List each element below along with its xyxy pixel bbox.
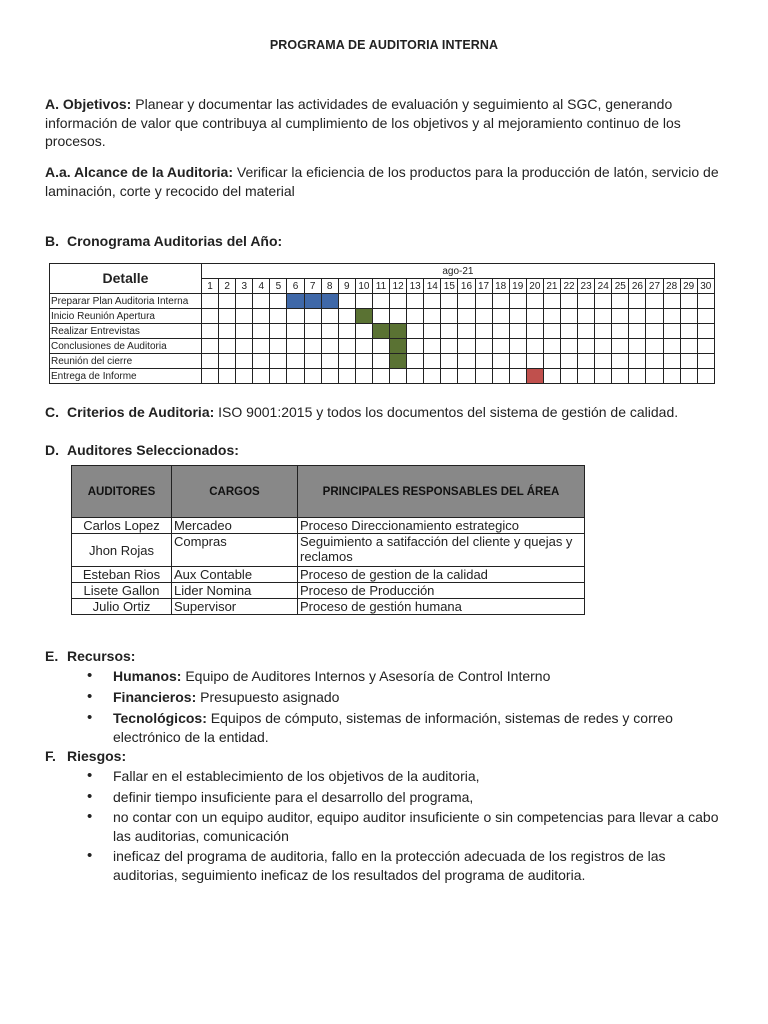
schedule-cell bbox=[680, 339, 697, 354]
month-header: ago-21 bbox=[202, 264, 715, 279]
auditors-header: AUDITORES bbox=[72, 466, 172, 518]
schedule-cell bbox=[407, 339, 424, 354]
schedule-cell bbox=[355, 339, 372, 354]
auditores-title: Auditores Seleccionados: bbox=[67, 442, 239, 458]
auditor-area: Proceso de gestion de la calidad bbox=[298, 567, 585, 583]
schedule-cell bbox=[492, 324, 509, 339]
schedule-cell bbox=[304, 339, 321, 354]
day-header: 24 bbox=[595, 279, 612, 294]
list-item: • definir tiempo insuficiente para el desarrollo del programa, bbox=[87, 788, 727, 807]
schedule-cell bbox=[509, 294, 526, 309]
day-header: 22 bbox=[560, 279, 577, 294]
schedule-cell bbox=[680, 324, 697, 339]
recursos-list bbox=[87, 667, 727, 746]
schedule-cell bbox=[646, 339, 663, 354]
riesgos-heading bbox=[45, 747, 126, 766]
criterios-label: Criterios de Auditoria: bbox=[67, 404, 215, 420]
day-header: 7 bbox=[304, 279, 321, 294]
schedule-cell bbox=[560, 354, 577, 369]
schedule-cell bbox=[697, 324, 714, 339]
schedule-cell bbox=[697, 294, 714, 309]
day-header: 29 bbox=[680, 279, 697, 294]
day-header: 4 bbox=[253, 279, 270, 294]
schedule-cell bbox=[253, 339, 270, 354]
task-name: Conclusiones de Auditoria bbox=[50, 339, 202, 354]
schedule-cell bbox=[612, 309, 629, 324]
schedule-cell bbox=[424, 294, 441, 309]
criterios-text: ISO 9001:2015 y todos los documentos del sistema de gestión de calidad. bbox=[218, 404, 679, 420]
schedule-cell bbox=[680, 294, 697, 309]
schedule-cell bbox=[680, 354, 697, 369]
schedule-cell bbox=[424, 369, 441, 384]
day-header: 3 bbox=[236, 279, 253, 294]
schedule-cell bbox=[526, 354, 543, 369]
schedule-cell bbox=[424, 324, 441, 339]
schedule-cell bbox=[458, 324, 475, 339]
schedule-cell bbox=[578, 354, 595, 369]
table-row bbox=[72, 583, 585, 599]
schedule-cell bbox=[372, 354, 389, 369]
list-item bbox=[87, 688, 727, 707]
schedule-cell bbox=[338, 354, 355, 369]
schedule-cell bbox=[441, 369, 458, 384]
schedule-cell bbox=[543, 369, 560, 384]
schedule-cell bbox=[253, 294, 270, 309]
schedule-row bbox=[50, 369, 715, 384]
criterios-section bbox=[45, 403, 725, 422]
schedule-cell bbox=[270, 309, 287, 324]
auditor-position: Supervisor bbox=[172, 599, 298, 615]
task-name: Reunión del cierre bbox=[50, 354, 202, 369]
day-header: 19 bbox=[509, 279, 526, 294]
schedule-cell bbox=[458, 294, 475, 309]
day-header: 20 bbox=[526, 279, 543, 294]
objetivos-section bbox=[45, 95, 725, 151]
schedule-cell bbox=[492, 309, 509, 324]
schedule-cell bbox=[697, 354, 714, 369]
schedule-cell bbox=[338, 309, 355, 324]
schedule-bar-cell bbox=[390, 324, 407, 339]
schedule-cell bbox=[697, 309, 714, 324]
schedule-cell bbox=[697, 369, 714, 384]
schedule-cell bbox=[475, 354, 492, 369]
day-header: 27 bbox=[646, 279, 663, 294]
schedule-cell bbox=[646, 354, 663, 369]
day-header: 23 bbox=[578, 279, 595, 294]
schedule-cell bbox=[355, 369, 372, 384]
schedule-cell bbox=[236, 339, 253, 354]
schedule-cell bbox=[595, 294, 612, 309]
schedule-cell bbox=[612, 369, 629, 384]
riesgos-title: Riesgos: bbox=[67, 748, 127, 764]
schedule-cell bbox=[475, 369, 492, 384]
task-name: Preparar Plan Auditoria Interna bbox=[50, 294, 202, 309]
schedule-cell bbox=[338, 294, 355, 309]
schedule-cell bbox=[321, 369, 338, 384]
auditor-name: Carlos Lopez bbox=[72, 518, 172, 534]
schedule-cell bbox=[475, 324, 492, 339]
auditor-name: Julio Ortiz bbox=[72, 599, 172, 615]
schedule-cell bbox=[321, 339, 338, 354]
schedule-cell bbox=[270, 369, 287, 384]
schedule-cell bbox=[202, 339, 219, 354]
day-header: 5 bbox=[270, 279, 287, 294]
schedule-cell bbox=[458, 354, 475, 369]
schedule-cell bbox=[202, 309, 219, 324]
schedule-cell bbox=[219, 294, 236, 309]
schedule-cell bbox=[441, 354, 458, 369]
day-header: 18 bbox=[492, 279, 509, 294]
schedule-row bbox=[50, 339, 715, 354]
schedule-cell bbox=[560, 294, 577, 309]
schedule-cell bbox=[219, 339, 236, 354]
schedule-cell bbox=[424, 309, 441, 324]
schedule-cell bbox=[475, 294, 492, 309]
list-item: • no contar con un equipo auditor, equipo auditor insuficiente o sin competencias para llevar a cabo las auditorias, comunicación bbox=[87, 808, 727, 845]
day-header: 25 bbox=[612, 279, 629, 294]
schedule-row bbox=[50, 354, 715, 369]
schedule-cell bbox=[270, 339, 287, 354]
day-header: 12 bbox=[390, 279, 407, 294]
schedule-cell bbox=[492, 294, 509, 309]
schedule-cell bbox=[543, 354, 560, 369]
schedule-cell bbox=[287, 309, 304, 324]
table-row bbox=[72, 518, 585, 534]
schedule-cell bbox=[270, 294, 287, 309]
schedule-cell bbox=[407, 369, 424, 384]
resource-label: Tecnológicos: bbox=[113, 710, 207, 726]
day-header: 2 bbox=[219, 279, 236, 294]
schedule-cell bbox=[287, 339, 304, 354]
detail-header: Detalle bbox=[50, 264, 202, 294]
schedule-cell bbox=[338, 339, 355, 354]
resource-text: Equipo de Auditores Internos y Asesoría de Control Interno bbox=[185, 668, 551, 684]
schedule-cell bbox=[441, 294, 458, 309]
schedule-cell bbox=[646, 369, 663, 384]
riesgos-list bbox=[87, 767, 727, 884]
task-name: Realizar Entrevistas bbox=[50, 324, 202, 339]
schedule-cell bbox=[475, 309, 492, 324]
table-row bbox=[72, 534, 585, 567]
schedule-cell bbox=[441, 339, 458, 354]
schedule-cell bbox=[407, 294, 424, 309]
resource-text: Presupuesto asignado bbox=[200, 688, 340, 705]
schedule-table bbox=[49, 263, 715, 384]
schedule-cell bbox=[236, 369, 253, 384]
recursos-letter: E. bbox=[45, 648, 59, 664]
schedule-cell bbox=[236, 324, 253, 339]
schedule-cell bbox=[663, 369, 680, 384]
schedule-cell bbox=[390, 369, 407, 384]
day-header: 13 bbox=[407, 279, 424, 294]
schedule-cell bbox=[526, 309, 543, 324]
schedule-cell bbox=[372, 309, 389, 324]
schedule-cell bbox=[629, 354, 646, 369]
auditor-area: Proceso de Producción bbox=[298, 583, 585, 599]
schedule-cell bbox=[372, 294, 389, 309]
schedule-cell bbox=[595, 369, 612, 384]
alcance-text: Verificar la eficiencia de los productos para la producción de latón, servicio de laminación, corte y recocido del material bbox=[45, 164, 719, 199]
schedule-cell bbox=[680, 309, 697, 324]
auditor-position: Aux Contable bbox=[172, 567, 298, 583]
schedule-bar-cell bbox=[526, 369, 543, 384]
schedule-cell bbox=[543, 309, 560, 324]
day-header: 9 bbox=[338, 279, 355, 294]
schedule-cell bbox=[287, 369, 304, 384]
schedule-cell bbox=[355, 354, 372, 369]
schedule-cell bbox=[372, 369, 389, 384]
schedule-cell bbox=[595, 324, 612, 339]
schedule-cell bbox=[321, 309, 338, 324]
day-header: 11 bbox=[372, 279, 389, 294]
document-title: PROGRAMA DE AUDITORIA INTERNA bbox=[269, 38, 499, 52]
schedule-cell bbox=[338, 369, 355, 384]
schedule-cell bbox=[304, 309, 321, 324]
auditor-area: Proceso de gestión humana bbox=[298, 599, 585, 615]
resource-label: Financieros: bbox=[113, 688, 197, 705]
schedule-cell bbox=[578, 339, 595, 354]
schedule-cell bbox=[441, 324, 458, 339]
schedule-cell bbox=[202, 324, 219, 339]
riesgos-letter: F. bbox=[45, 748, 56, 764]
schedule-cell bbox=[612, 339, 629, 354]
schedule-cell bbox=[372, 339, 389, 354]
schedule-cell bbox=[629, 369, 646, 384]
day-header: 30 bbox=[697, 279, 714, 294]
schedule-cell bbox=[304, 324, 321, 339]
cronograma-title: Cronograma Auditorias del Año: bbox=[67, 233, 283, 249]
schedule-cell bbox=[236, 309, 253, 324]
objetivos-label: A. Objetivos: bbox=[45, 96, 132, 112]
auditor-position: Lider Nomina bbox=[172, 583, 298, 599]
schedule-cell bbox=[253, 369, 270, 384]
schedule-cell bbox=[475, 339, 492, 354]
day-header: 10 bbox=[355, 279, 372, 294]
schedule-cell bbox=[407, 324, 424, 339]
recursos-heading bbox=[45, 647, 135, 666]
auditor-name: Esteban Rios bbox=[72, 567, 172, 583]
schedule-cell bbox=[287, 354, 304, 369]
schedule-cell bbox=[646, 324, 663, 339]
schedule-cell bbox=[441, 309, 458, 324]
schedule-cell bbox=[424, 354, 441, 369]
schedule-bar-cell bbox=[355, 309, 372, 324]
schedule-cell bbox=[526, 324, 543, 339]
schedule-bar-cell bbox=[390, 354, 407, 369]
schedule-cell bbox=[578, 309, 595, 324]
schedule-cell bbox=[646, 309, 663, 324]
schedule-bar-cell bbox=[321, 294, 338, 309]
schedule-cell bbox=[202, 369, 219, 384]
schedule-cell bbox=[543, 294, 560, 309]
schedule-cell bbox=[595, 339, 612, 354]
schedule-cell bbox=[595, 354, 612, 369]
schedule-cell bbox=[663, 339, 680, 354]
table-row bbox=[72, 599, 585, 615]
schedule-cell bbox=[509, 369, 526, 384]
objetivos-text: Planear y documentar las actividades de evaluación y seguimiento al SGC, generando información de valor que contribuya al cumplimiento de los objetivos y al mejoramiento continuo de los procesos. bbox=[45, 96, 681, 149]
list-item: • ineficaz del programa de auditoria, fallo en la protección adecuada de los registros de las auditorias, seguimiento ineficaz de los resultados del programa de auditoria. bbox=[87, 847, 727, 884]
schedule-cell bbox=[543, 324, 560, 339]
schedule-cell bbox=[355, 294, 372, 309]
schedule-cell bbox=[595, 309, 612, 324]
schedule-cell bbox=[680, 369, 697, 384]
schedule-cell bbox=[492, 354, 509, 369]
recursos-title: Recursos: bbox=[67, 648, 136, 664]
schedule-cell bbox=[321, 324, 338, 339]
schedule-cell bbox=[236, 354, 253, 369]
schedule-cell bbox=[578, 294, 595, 309]
schedule-cell bbox=[560, 324, 577, 339]
list-item: • Fallar en el establecimiento de los objetivos de la auditoria, bbox=[87, 767, 727, 786]
day-header: 8 bbox=[321, 279, 338, 294]
day-header: 6 bbox=[287, 279, 304, 294]
schedule-cell bbox=[509, 354, 526, 369]
list-item bbox=[87, 709, 727, 746]
cronograma-heading bbox=[45, 232, 282, 251]
schedule-cell bbox=[287, 324, 304, 339]
table-row bbox=[72, 567, 585, 583]
schedule-cell bbox=[407, 309, 424, 324]
auditor-area: Seguimiento a satifacción del cliente y quejas y reclamos bbox=[298, 534, 585, 567]
schedule-cell bbox=[560, 369, 577, 384]
schedule-cell bbox=[304, 354, 321, 369]
schedule-cell bbox=[253, 309, 270, 324]
schedule-cell bbox=[492, 369, 509, 384]
cronograma-letter: B. bbox=[45, 233, 59, 249]
day-header: 16 bbox=[458, 279, 475, 294]
schedule-cell bbox=[253, 354, 270, 369]
schedule-cell bbox=[663, 309, 680, 324]
schedule-cell bbox=[629, 339, 646, 354]
schedule-bar-cell bbox=[287, 294, 304, 309]
auditor-name: Lisete Gallon bbox=[72, 583, 172, 599]
schedule-cell bbox=[270, 354, 287, 369]
resource-text: Equipos de cómputo, sistemas de información, sistemas de redes y correo electrónico de la entidad. bbox=[113, 710, 673, 745]
schedule-bar-cell bbox=[390, 339, 407, 354]
alcance-section bbox=[45, 163, 725, 200]
schedule-cell bbox=[236, 294, 253, 309]
schedule-cell bbox=[663, 294, 680, 309]
schedule-cell bbox=[355, 324, 372, 339]
list-item bbox=[87, 667, 727, 686]
schedule-cell bbox=[663, 354, 680, 369]
task-name: Entrega de Informe bbox=[50, 369, 202, 384]
schedule-cell bbox=[646, 294, 663, 309]
auditor-area: Proceso Direccionamiento estrategico bbox=[298, 518, 585, 534]
schedule-cell bbox=[663, 324, 680, 339]
auditor-name: Jhon Rojas bbox=[72, 534, 172, 567]
schedule-cell bbox=[253, 324, 270, 339]
auditor-position: Mercadeo bbox=[172, 518, 298, 534]
schedule-cell bbox=[612, 354, 629, 369]
schedule-bar-cell bbox=[372, 324, 389, 339]
schedule-row bbox=[50, 309, 715, 324]
schedule-cell bbox=[612, 294, 629, 309]
schedule-cell bbox=[219, 369, 236, 384]
schedule-cell bbox=[202, 354, 219, 369]
schedule-cell bbox=[629, 309, 646, 324]
positions-header: CARGOS bbox=[172, 466, 298, 518]
areas-header: PRINCIPALES RESPONSABLES DEL ÁREA bbox=[298, 466, 585, 518]
schedule-cell bbox=[509, 339, 526, 354]
schedule-cell bbox=[560, 339, 577, 354]
schedule-cell bbox=[407, 354, 424, 369]
day-header: 26 bbox=[629, 279, 646, 294]
schedule-bar-cell bbox=[304, 294, 321, 309]
schedule-cell bbox=[390, 294, 407, 309]
schedule-cell bbox=[629, 324, 646, 339]
day-header: 17 bbox=[475, 279, 492, 294]
schedule-cell bbox=[270, 324, 287, 339]
schedule-cell bbox=[390, 309, 407, 324]
schedule-row bbox=[50, 294, 715, 309]
auditores-heading bbox=[45, 441, 239, 460]
auditor-position: Compras bbox=[172, 534, 298, 567]
schedule-cell bbox=[543, 339, 560, 354]
schedule-cell bbox=[219, 324, 236, 339]
schedule-cell bbox=[338, 324, 355, 339]
day-header: 28 bbox=[663, 279, 680, 294]
day-header: 15 bbox=[441, 279, 458, 294]
schedule-row bbox=[50, 324, 715, 339]
auditores-letter: D. bbox=[45, 442, 59, 458]
schedule-cell bbox=[321, 354, 338, 369]
schedule-cell bbox=[219, 354, 236, 369]
schedule-cell bbox=[560, 309, 577, 324]
schedule-cell bbox=[304, 369, 321, 384]
schedule-cell bbox=[629, 294, 646, 309]
schedule-cell bbox=[578, 324, 595, 339]
schedule-cell bbox=[578, 369, 595, 384]
auditors-table bbox=[71, 465, 585, 615]
schedule-cell bbox=[526, 339, 543, 354]
schedule-cell bbox=[526, 294, 543, 309]
schedule-cell bbox=[492, 339, 509, 354]
schedule-cell bbox=[697, 339, 714, 354]
day-header: 21 bbox=[543, 279, 560, 294]
schedule-cell bbox=[612, 324, 629, 339]
schedule-cell bbox=[219, 309, 236, 324]
schedule-cell bbox=[202, 294, 219, 309]
schedule-cell bbox=[458, 339, 475, 354]
criterios-letter: C. bbox=[45, 404, 59, 420]
alcance-label: A.a. Alcance de la Auditoria: bbox=[45, 164, 234, 180]
task-name: Inicio Reunión Apertura bbox=[50, 309, 202, 324]
resource-label: Humanos: bbox=[113, 668, 182, 684]
day-header: 1 bbox=[202, 279, 219, 294]
schedule-cell bbox=[458, 369, 475, 384]
day-header: 14 bbox=[424, 279, 441, 294]
schedule-cell bbox=[424, 339, 441, 354]
schedule-cell bbox=[458, 309, 475, 324]
schedule-cell bbox=[509, 324, 526, 339]
schedule-cell bbox=[509, 309, 526, 324]
